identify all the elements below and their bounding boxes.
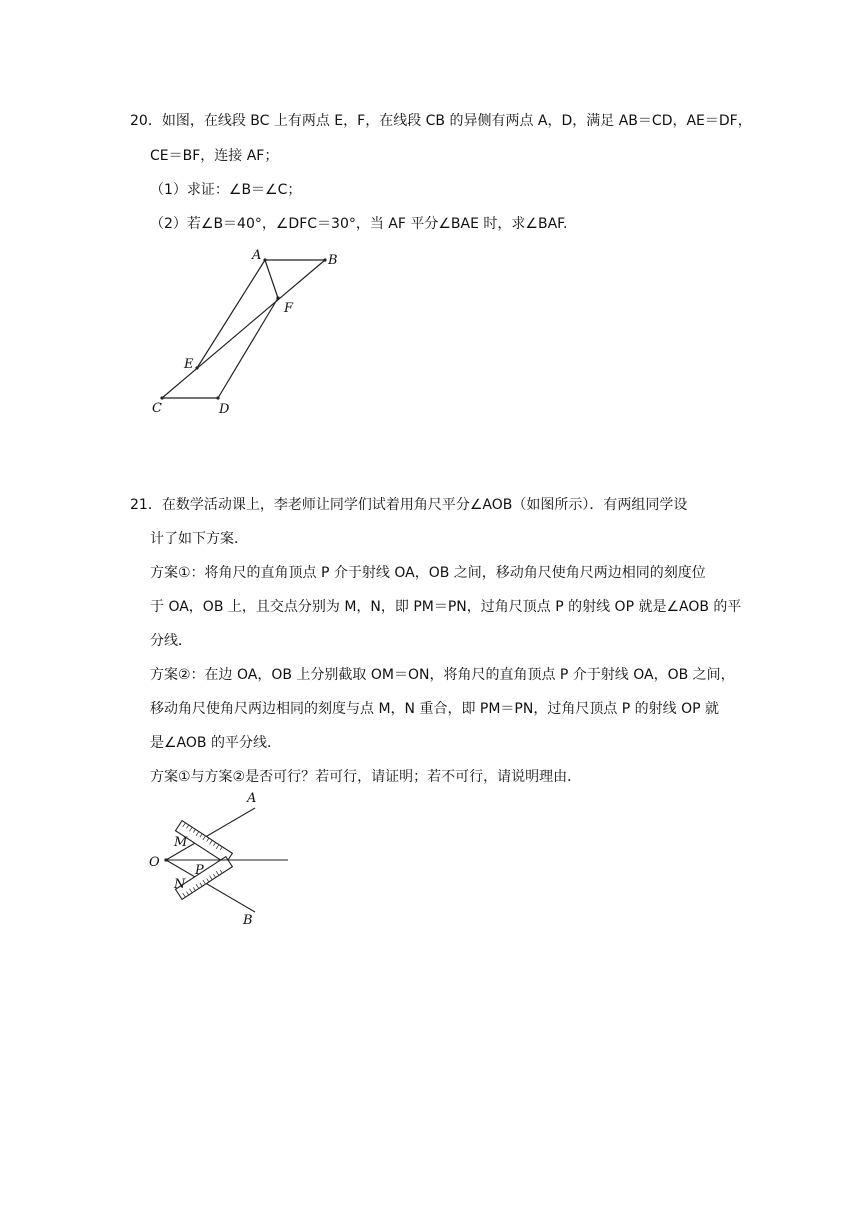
q21-plan1-line-3: 分线． [150,633,192,649]
q21-plan1-line-2: 于 OA，OB 上，且交点分别为 M，N，即 PM＝PN，过角尺顶点 P 的射线 OP 就是∠AOB 的平 [150,599,742,615]
label-o: O [149,855,160,870]
label-f: F [284,301,294,316]
label-n: N [174,877,186,892]
label-b: B [243,913,253,928]
q21-line-2: 计了如下方案． [150,531,248,547]
label-c: C [152,401,162,416]
q20-part-1: （1）求证：∠B＝∠C； [150,182,302,198]
label-a: A [252,248,262,263]
q20-line-1: 20．如图，在线段 BC 上有两点 E，F，在线段 CB 的异侧有两点 A，D，满足 AB＝CD，AE＝DF， [130,113,752,129]
q21-plan1-line-1: 方案①：将角尺的直角顶点 P 介于射线 OA，OB 之间，移动角尺使角尺两边相同的刻度位 [150,565,706,581]
label-m: M [174,835,188,850]
q21-question: 方案①与方案②是否可行？若可行，请证明；若不可行，请说明理由． [150,769,582,785]
label-d: D [219,402,230,417]
q21-line-1: 21．在数学活动课上，李老师让同学们试着用角尺平分∠AOB（如图所示）．有两组同学设 [130,497,688,513]
label-b: B [328,253,338,268]
q20-part-2: （2）若∠B＝40°，∠DFC＝30°，当 AF 平分∠BAE 时，求∠BAF. [150,216,568,232]
label-e: E [184,357,194,372]
q21-plan2-line-3: 是∠AOB 的平分线． [150,735,281,751]
q21-plan2-line-2: 移动角尺使角尺两边相同的刻度与点 M，N 重合，即 PM＝PN，过角尺顶点 P 的射线 OP 就 [150,701,720,717]
label-p: P [195,863,204,878]
q20-line-2: CE＝BF，连接 AF； [150,148,279,164]
q21-plan2-line-1: 方案②：在边 OA，OB 上分别截取 OM＝ON，将角尺的直角顶点 P 介于射线 OA，OB 之间， [150,667,735,683]
label-a: A [247,791,257,806]
